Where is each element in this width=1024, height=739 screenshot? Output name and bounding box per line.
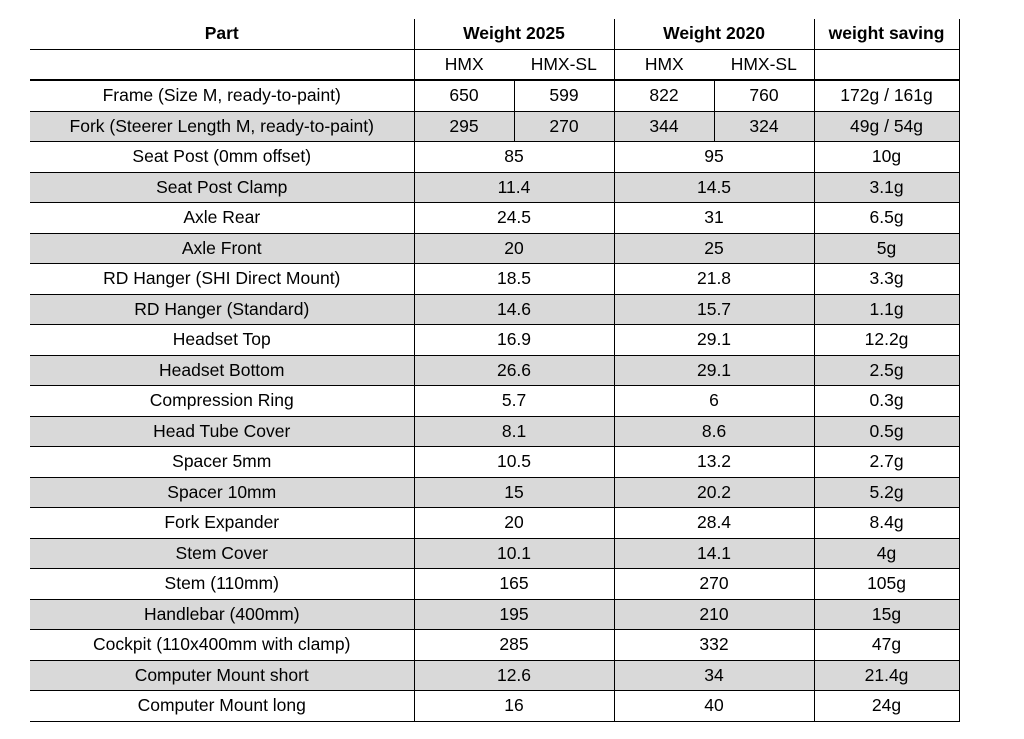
table-row xyxy=(30,630,959,661)
cell-part: Computer Mount long xyxy=(30,691,414,722)
cell-part: Axle Rear xyxy=(30,203,414,234)
cell-saving: 8.4g xyxy=(814,508,959,539)
table-row xyxy=(30,142,959,173)
cell-saving: 24g xyxy=(814,691,959,722)
cell-2020: 13.2 xyxy=(614,447,814,478)
cell-2020: 6 xyxy=(614,386,814,417)
header-weight-saving: weight saving xyxy=(814,19,959,49)
cell-2025: 15 xyxy=(414,477,614,508)
cell-2020: 332 xyxy=(614,630,814,661)
cell-2020: 40 xyxy=(614,691,814,722)
cell-saving: 6.5g xyxy=(814,203,959,234)
cell-2020: 29.1 xyxy=(614,355,814,386)
cell-saving: 0.3g xyxy=(814,386,959,417)
cell-2025: 85 xyxy=(414,142,614,173)
table-row xyxy=(30,660,959,691)
cell-saving: 15g xyxy=(814,599,959,630)
cell-part: Stem Cover xyxy=(30,538,414,569)
cell-part: Headset Bottom xyxy=(30,355,414,386)
cell-part: Seat Post (0mm offset) xyxy=(30,142,414,173)
cell-2025: 285 xyxy=(414,630,614,661)
table-row xyxy=(30,569,959,600)
cell-part: Spacer 5mm xyxy=(30,447,414,478)
cell-2025: 26.6 xyxy=(414,355,614,386)
header-weight-2020: Weight 2020 xyxy=(614,19,814,49)
cell-part: Compression Ring xyxy=(30,386,414,417)
cell-saving: 10g xyxy=(814,142,959,173)
cell-2025: 5.7 xyxy=(414,386,614,417)
cell-2025: 11.4 xyxy=(414,172,614,203)
table-row xyxy=(30,508,959,539)
cell-part: Fork Expander xyxy=(30,508,414,539)
table-row xyxy=(30,111,959,142)
cell-saving: 1.1g xyxy=(814,294,959,325)
cell-2025: 20 xyxy=(414,233,614,264)
cell-2020: 20.2 xyxy=(614,477,814,508)
cell-saving: 12.2g xyxy=(814,325,959,356)
cell-saving: 172g / 161g xyxy=(814,80,959,111)
table-row xyxy=(30,355,959,386)
cell-saving: 4g xyxy=(814,538,959,569)
table-row xyxy=(30,538,959,569)
table-row xyxy=(30,233,959,264)
subheader-saving-blank xyxy=(814,49,959,80)
subheader-2025-hmxsl: HMX-SL xyxy=(514,49,614,80)
header-weight-2025: Weight 2025 xyxy=(414,19,614,49)
subheader-2025-hmx: HMX xyxy=(414,49,514,80)
table-row xyxy=(30,416,959,447)
table-row xyxy=(30,599,959,630)
cell-saving: 2.5g xyxy=(814,355,959,386)
cell-2025-hmxsl: 270 xyxy=(514,111,614,142)
cell-2020-hmxsl: 324 xyxy=(714,111,814,142)
cell-part: Fork (Steerer Length M, ready-to-paint) xyxy=(30,111,414,142)
cell-2020: 8.6 xyxy=(614,416,814,447)
table-row xyxy=(30,691,959,722)
cell-2025: 14.6 xyxy=(414,294,614,325)
cell-saving: 47g xyxy=(814,630,959,661)
cell-part: Headset Top xyxy=(30,325,414,356)
cell-part: Seat Post Clamp xyxy=(30,172,414,203)
cell-2020: 31 xyxy=(614,203,814,234)
table-row xyxy=(30,325,959,356)
cell-saving: 2.7g xyxy=(814,447,959,478)
cell-part: Spacer 10mm xyxy=(30,477,414,508)
cell-2025: 8.1 xyxy=(414,416,614,447)
cell-part: Axle Front xyxy=(30,233,414,264)
table-row xyxy=(30,80,959,111)
cell-saving: 49g / 54g xyxy=(814,111,959,142)
cell-2025: 10.1 xyxy=(414,538,614,569)
cell-2020: 25 xyxy=(614,233,814,264)
cell-2025: 16.9 xyxy=(414,325,614,356)
cell-2020: 21.8 xyxy=(614,264,814,295)
cell-2020: 95 xyxy=(614,142,814,173)
cell-2020: 210 xyxy=(614,599,814,630)
cell-2020: 34 xyxy=(614,660,814,691)
table-row xyxy=(30,172,959,203)
table-row xyxy=(30,447,959,478)
cell-saving: 5.2g xyxy=(814,477,959,508)
cell-part: RD Hanger (SHI Direct Mount) xyxy=(30,264,414,295)
cell-part: RD Hanger (Standard) xyxy=(30,294,414,325)
cell-saving: 105g xyxy=(814,569,959,600)
cell-part: Handlebar (400mm) xyxy=(30,599,414,630)
cell-saving: 3.1g xyxy=(814,172,959,203)
cell-saving: 3.3g xyxy=(814,264,959,295)
cell-part: Computer Mount short xyxy=(30,660,414,691)
table-row xyxy=(30,386,959,417)
subheader-2020-hmxsl: HMX-SL xyxy=(714,49,814,80)
table-row xyxy=(30,477,959,508)
weights-table xyxy=(30,19,960,722)
cell-part: Head Tube Cover xyxy=(30,416,414,447)
subheader-2020-hmx: HMX xyxy=(614,49,714,80)
subheader-row xyxy=(30,49,959,80)
cell-saving: 0.5g xyxy=(814,416,959,447)
cell-2025: 195 xyxy=(414,599,614,630)
cell-2025: 20 xyxy=(414,508,614,539)
cell-2020: 28.4 xyxy=(614,508,814,539)
table-body xyxy=(30,80,959,721)
cell-2025-hmx: 295 xyxy=(414,111,514,142)
header-row xyxy=(30,19,959,49)
subheader-part-blank xyxy=(30,49,414,80)
cell-2025-hmxsl: 599 xyxy=(514,80,614,111)
cell-saving: 21.4g xyxy=(814,660,959,691)
cell-2020: 14.1 xyxy=(614,538,814,569)
cell-2025: 10.5 xyxy=(414,447,614,478)
cell-part: Cockpit (110x400mm with clamp) xyxy=(30,630,414,661)
cell-2020: 29.1 xyxy=(614,325,814,356)
table-row xyxy=(30,203,959,234)
cell-2020-hmx: 822 xyxy=(614,80,714,111)
cell-2025: 16 xyxy=(414,691,614,722)
cell-2025: 165 xyxy=(414,569,614,600)
cell-2020: 270 xyxy=(614,569,814,600)
cell-part: Stem (110mm) xyxy=(30,569,414,600)
cell-2025: 24.5 xyxy=(414,203,614,234)
cell-part: Frame (Size M, ready-to-paint) xyxy=(30,80,414,111)
cell-2020: 14.5 xyxy=(614,172,814,203)
cell-2020-hmx: 344 xyxy=(614,111,714,142)
cell-2025-hmx: 650 xyxy=(414,80,514,111)
cell-2020-hmxsl: 760 xyxy=(714,80,814,111)
cell-2025: 12.6 xyxy=(414,660,614,691)
header-part: Part xyxy=(30,19,414,49)
table-row xyxy=(30,294,959,325)
cell-2020: 15.7 xyxy=(614,294,814,325)
table-row xyxy=(30,264,959,295)
cell-saving: 5g xyxy=(814,233,959,264)
cell-2025: 18.5 xyxy=(414,264,614,295)
